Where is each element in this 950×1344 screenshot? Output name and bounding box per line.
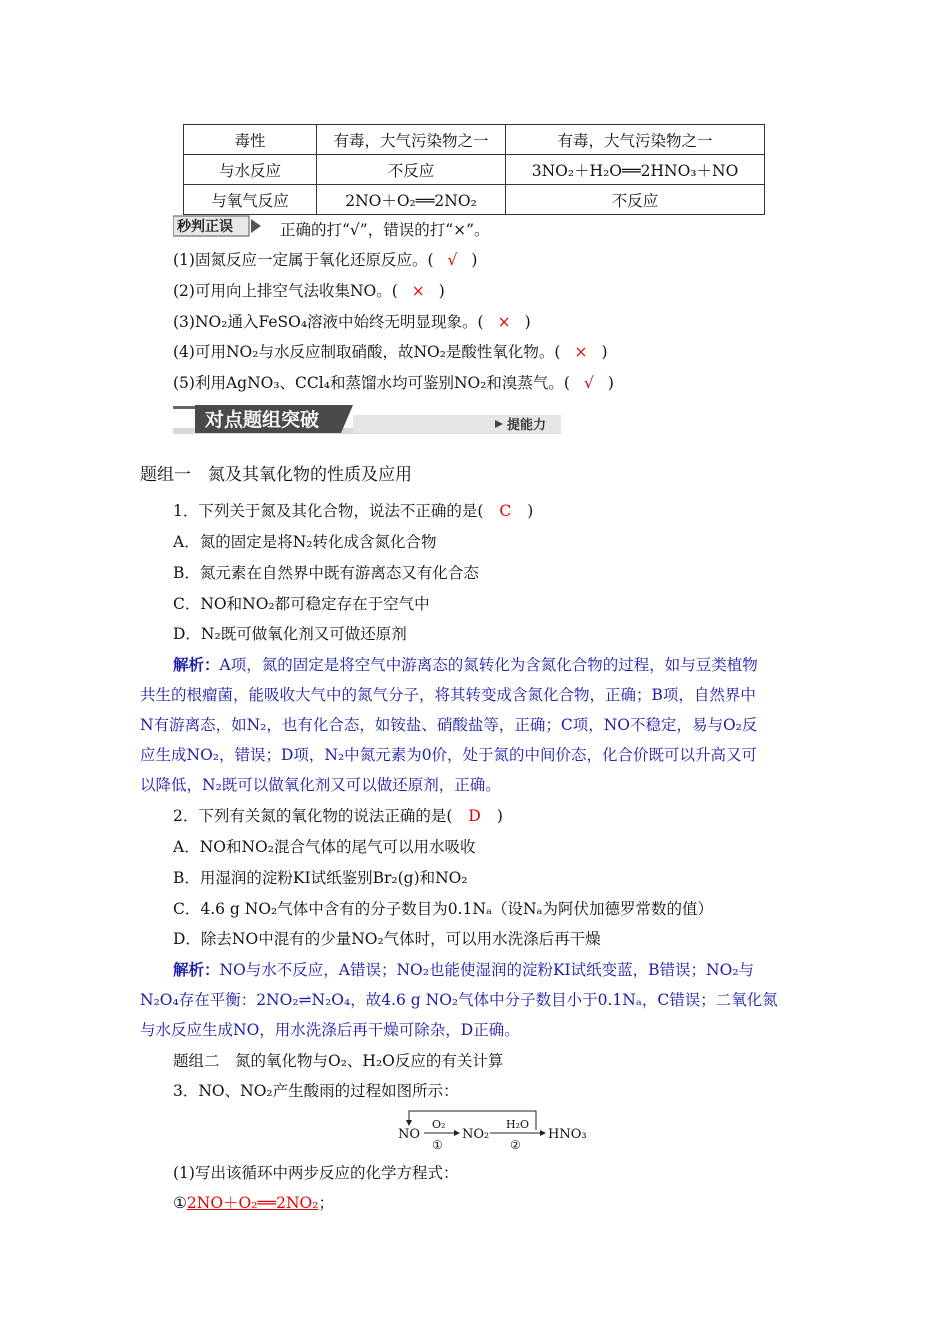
table-cell: 3NO₂＋H₂O══2HNO₃＋NO [506,155,765,185]
judge-item: (5)利用AgNO₃、CCl₄和蒸馏水均可鉴别NO₂和溴蒸气。( √ ) [173,374,614,392]
option-d: D．除去NO中混有的少量NO₂气体时，可以用水洗涤后再干燥 [173,930,601,948]
diagram-reagent: H₂O [506,1118,530,1131]
option-a: A．氮的固定是将N₂转化成含氮化合物 [173,533,437,551]
table-cell: 与水反应 [184,155,317,185]
diagram-step: ② [510,1138,521,1152]
judge-mark: √ [447,251,458,269]
option-d: D．N₂既可做氧化剂又可做还原剂 [173,625,407,643]
question-stem: 3．NO、NO₂产生酸雨的过程如图所示： [173,1082,459,1100]
judge-item: (4)可用NO₂与水反应制取硝酸，故NO₂是酸性氧化物。( × ) [173,343,608,361]
option-c: C．NO和NO₂都可稳定存在于空气中 [173,595,430,613]
diagram-node: NO [398,1127,421,1142]
property-table [183,124,765,215]
question-stem: 1．下列关于氮及其化合物，说法不正确的是( C ) [173,502,534,520]
table-cell: 不反应 [317,155,506,185]
table-cell: 2NO＋O₂══2NO₂ [317,185,506,215]
group-title: 题组一 氮及其氧化物的性质及应用 [140,465,412,485]
analysis-line: 解析：NO与水不反应，A错误；NO₂也能使湿润的淀粉KI试纸变蓝，B错误；NO₂与 [173,960,755,979]
analysis-label: 解析： [173,960,220,979]
badge-text: 秒判正误 [177,219,233,235]
judge-mark: √ [583,374,594,392]
group-title: 题组二 氮的氧化物与O₂、H₂O反应的有关计算 [173,1052,504,1070]
table-cell: 与氧气反应 [184,185,317,215]
sub-question: (1)写出该循环中两步反应的化学方程式： [173,1164,459,1182]
table-row [184,125,765,155]
judge-mark: × [497,313,511,331]
diagram-step: ① [432,1138,443,1152]
table-row [184,185,765,215]
diagram-reagent: O₂ [432,1118,446,1131]
answer-equation: 2NO＋O₂══2NO₂ [186,1194,319,1212]
analysis-line: 共生的根瘤菌，能吸收大气中的氮气分子，将其转变成含氮化合物，正确；B项，自然界中 [140,686,756,704]
analysis-line: 应生成NO₂，错误；D项，N₂中氮元素为0价，处于氮的中间价态，化合价既可以升高又可 [140,746,758,764]
banner-title: 对点题组突破 [205,409,320,431]
judge-item: (1)固氮反应一定属于氧化还原反应。( √ ) [173,251,478,269]
table-row [184,155,765,185]
answer-line: ①2NO＋O₂══2NO₂； [173,1194,334,1212]
option-c: C．4.6 g NO₂气体中含有的分子数目为0.1Nₐ（设Nₐ为阿伏加德罗常数的值） [173,900,714,918]
option-b: B．用湿润的淀粉KI试纸鉴别Br₂(g)和NO₂ [173,869,468,887]
table-cell: 有毒，大气污染物之一 [506,125,765,155]
answer-letter: D [468,807,481,825]
judge-item: (2)可用向上排空气法收集NO。( × ) [173,282,445,300]
question-stem: 2．下列有关氮的氧化物的说法正确的是( D ) [173,807,503,825]
analysis-line: N₂O₄存在平衡：2NO₂⇌N₂O₄，故4.6 g NO₂气体中分子数目小于0.1Nₐ，C错误；二氧化氮 [140,991,778,1009]
diagram-node: NO₂ [462,1127,490,1142]
banner-tag: 提能力 [507,418,547,433]
analysis-line: 与水反应生成NO，用水洗涤后再干燥可除杂，D正确。 [140,1021,520,1039]
option-b: B．氮元素在自然界中既有游离态又有化合态 [173,564,479,582]
section-banner [173,403,561,435]
judge-mark: × [411,282,425,300]
acid-rain-diagram [396,1108,596,1154]
judge-item: (3)NO₂通入FeSO₄溶液中始终无明显现象。( × ) [173,313,531,331]
option-a: A．NO和NO₂混合气体的尾气可以用水吸收 [173,838,476,856]
table-cell: 有毒，大气污染物之一 [317,125,506,155]
quick-judge-badge [173,215,265,237]
judge-mark: × [574,343,588,361]
analysis-line: 解析：A项，氮的固定是将空气中游离态的氮转化为含氮化合物的过程，如与豆类植物 [173,655,758,674]
analysis-line: 以降低，N₂既可以做氧化剂又可以做还原剂，正确。 [140,776,501,794]
analysis-line: N有游离态，如N₂，也有化合态，如铵盐、硝酸盐等，正确；C项，NO不稳定，易与O₂反 [140,716,758,734]
diagram-node: HNO₃ [548,1127,587,1142]
instruction-text: 正确的打“√”，错误的打“×”。 [280,221,490,239]
answer-letter: C [499,502,512,520]
analysis-label: 解析： [173,655,220,674]
table-cell: 毒性 [184,125,317,155]
table-cell: 不反应 [506,185,765,215]
